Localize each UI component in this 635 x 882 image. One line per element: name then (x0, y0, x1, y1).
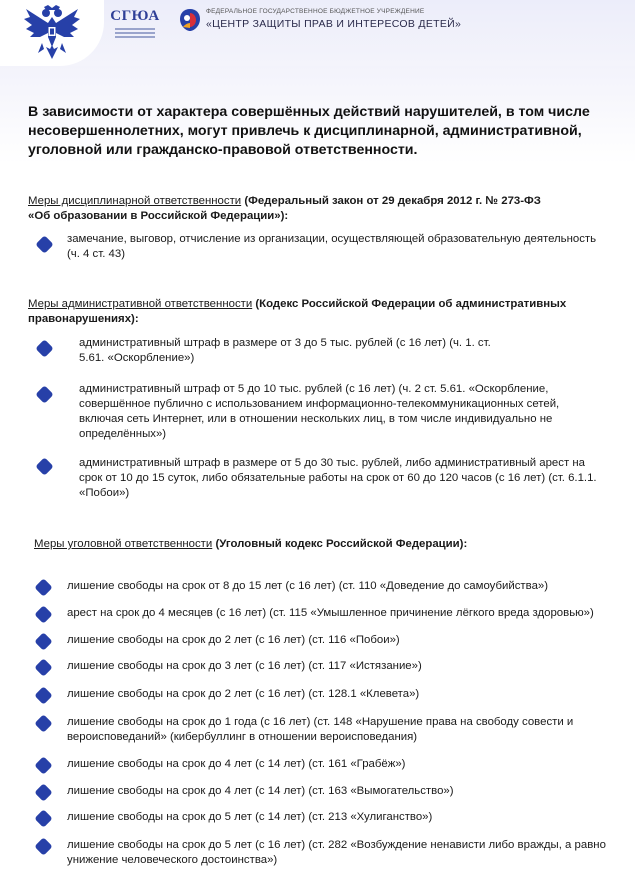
criminal-item: лишение свободы на срок до 4 лет (с 14 лет) (ст. 161 «Грабёж») (67, 758, 406, 770)
criminal-title-rest: (Уголовный кодекс Российской Федерации): (212, 538, 468, 550)
sgyua-logo-lines (115, 28, 155, 40)
criminal-title-underlined: Меры уголовной ответственности (34, 538, 213, 550)
sgyua-logo (110, 6, 160, 46)
administrative-title-underlined: Меры административной ответственности (28, 298, 253, 310)
administrative-title (28, 297, 603, 327)
criminal-item: лишение свободы на срок до 4 лет (с 14 лет) (ст. 163 «Вымогательство») (67, 785, 454, 797)
center-logo-icon (178, 7, 202, 33)
header (0, 0, 635, 66)
criminal-item: лишение свободы на срок от 8 до 15 лет (с 16 лет) (ст. 110 «Доведение до самоубийства») (67, 580, 549, 592)
criminal-item: лишение свободы на срок до 5 лет (с 16 лет) (ст. 282 «Возбуждение ненависти либо вражды, а равно унижение человеческого достоинства») (67, 839, 606, 866)
sgyua-logo-text: СГЮА (110, 8, 160, 24)
disciplinary-title-rest: (Федеральный закон от 29 декабря 2012 г. № 273-ФЗ «Об образовании в Российской Федерации»): (28, 195, 541, 222)
russian-emblem-icon (20, 3, 84, 63)
disciplinary-title-underlined: Меры дисциплинарной ответственности (28, 195, 242, 207)
disciplinary-title (28, 194, 548, 224)
administrative-item: административный штраф от 5 до 10 тыс. рублей (с 16 лет) (ч. 2 ст. 5.61. «Оскорбление, совершённое публично с использованием информационно-телекоммуникационных сетей, включая сеть Интернет, или в отношении нескольких лиц, в том числе индивидуально не определённых») (79, 383, 560, 440)
criminal-item: лишение свободы на срок до 2 лет (с 16 лет) (ст. 116 «Побои») (67, 634, 400, 646)
disciplinary-item: замечание, выговор, отчисление из организации, осуществляющей образовательную деятельность (ч. 4 ст. 43) (67, 233, 597, 260)
administrative-title-rest: (Кодекс Российской Федерации об административных правонарушениях): (28, 298, 567, 325)
criminal-item: лишение свободы на срок до 5 лет (с 14 лет) (ст. 213 «Хулиганство») (67, 811, 433, 823)
criminal-item: лишение свободы на срок до 1 года (с 16 лет) (ст. 148 «Нарушение права на свободу совести и вероисповеданий» (кибербуллинг в отношении вероисповедания) (67, 716, 574, 743)
administrative-item: административный штраф в размере от 3 до 5 тыс. рублей (с 16 лет) (ч. 1. ст. 5.61. «Оскорбление») (79, 337, 491, 364)
criminal-item: арест на срок до 4 месяцев (с 16 лет) (ст. 115 «Умышленное причинение лёгкого вреда здоровью») (67, 607, 594, 619)
emblem-area (0, 0, 104, 66)
criminal-item: лишение свободы на срок до 3 лет (с 16 лет) (ст. 117 «Истязание») (67, 660, 422, 672)
administrative-item: административный штраф в размере от 5 до 30 тыс. рублей, либо административный арест на срок от 10 до 15 суток, либо обязательные работы на срок от 60 до 120 часов (с 16 лет) (ст. 6.1.1. «Побои») (79, 457, 597, 499)
center-subtitle: ФЕДЕРАЛЬНОЕ ГОСУДАРСТВЕННОЕ БЮДЖЕТНОЕ УЧРЕЖДЕНИЕ (206, 8, 425, 15)
criminal-item: лишение свободы на срок до 2 лет (с 16 лет) (ст. 128.1 «Клевета») (67, 688, 420, 700)
center-title: «ЦЕНТР ЗАЩИТЫ ПРАВ И ИНТЕРЕСОВ ДЕТЕЙ» (206, 18, 462, 30)
criminal-title (34, 537, 594, 552)
intro-text: В зависимости от характера совершённых действий нарушителей, в том числе несовершеннолетних, могут привлечь к дисциплинарной, административной, уголовной или гражданско-правовой ответственности. (28, 104, 590, 158)
